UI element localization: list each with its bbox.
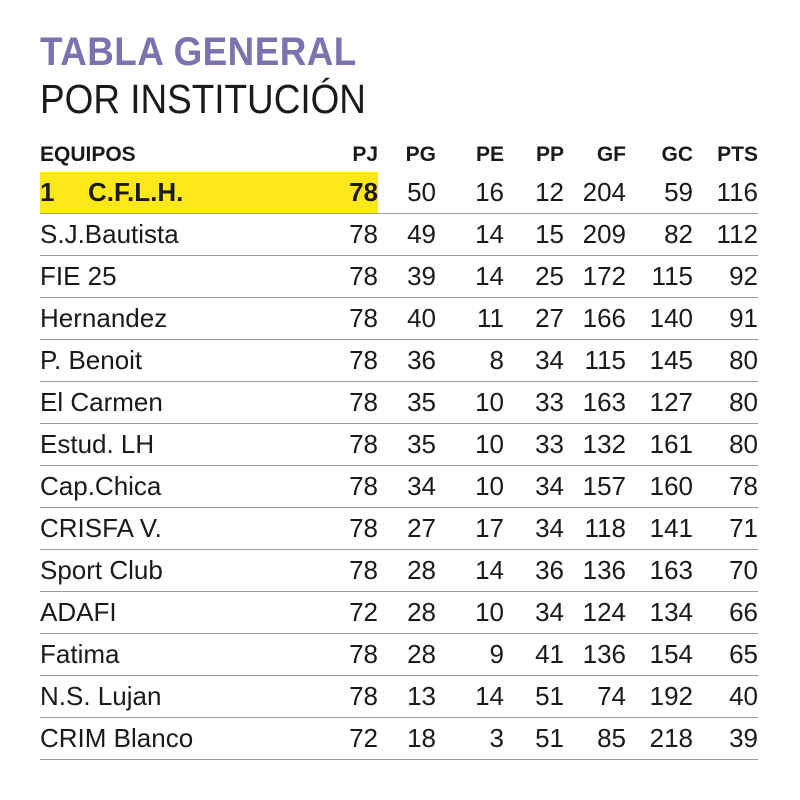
cell-pp: 41 — [504, 634, 564, 676]
cell-team: P. Benoit — [40, 340, 315, 382]
leader-rank: 1 — [40, 177, 55, 207]
cell-team: N.S. Lujan — [40, 676, 315, 718]
cell-pg: 40 — [378, 298, 436, 340]
cell-pts: 80 — [693, 424, 758, 466]
cell-pts: 65 — [693, 634, 758, 676]
cell-gf: 74 — [564, 676, 626, 718]
table-header-row — [40, 138, 758, 172]
table-row — [40, 298, 758, 340]
table-row — [40, 256, 758, 298]
cell-pts: 66 — [693, 592, 758, 634]
cell-pp: 34 — [504, 508, 564, 550]
cell-pe: 17 — [436, 508, 504, 550]
cell-gc: 82 — [626, 214, 693, 256]
leader-row — [40, 172, 758, 214]
leader-team-cell — [40, 172, 315, 214]
standings-table — [40, 138, 758, 760]
cell-pts: 91 — [693, 298, 758, 340]
cell-gc: 115 — [626, 256, 693, 298]
header-gf: GF — [596, 143, 626, 166]
table-row — [40, 382, 758, 424]
table-row — [40, 634, 758, 676]
cell-pp: 34 — [504, 340, 564, 382]
table-row — [40, 424, 758, 466]
cell-team: Hernandez — [40, 298, 315, 340]
cell-pg: 27 — [378, 508, 436, 550]
cell-team: Estud. LH — [40, 424, 315, 466]
cell-pj: 78 — [315, 214, 378, 256]
header-pj: PJ — [352, 143, 378, 166]
cell-pp: 36 — [504, 550, 564, 592]
cell-pe: 10 — [436, 424, 504, 466]
cell-gc: 218 — [626, 718, 693, 760]
cell-pe: 10 — [436, 466, 504, 508]
leader-gf: 204 — [564, 172, 626, 214]
leader-pj: 78 — [315, 172, 378, 214]
page-subtitle: POR INSTITUCIÓN — [40, 76, 366, 122]
cell-gf: 157 — [564, 466, 626, 508]
cell-gc: 154 — [626, 634, 693, 676]
header-pg: PG — [405, 143, 436, 166]
cell-pe: 9 — [436, 634, 504, 676]
cell-gc: 134 — [626, 592, 693, 634]
table-row — [40, 676, 758, 718]
cell-pp: 15 — [504, 214, 564, 256]
cell-pg: 28 — [378, 634, 436, 676]
cell-team: S.J.Bautista — [40, 214, 315, 256]
cell-pg: 35 — [378, 382, 436, 424]
cell-gf: 124 — [564, 592, 626, 634]
cell-team: El Carmen — [40, 382, 315, 424]
cell-pg: 36 — [378, 340, 436, 382]
cell-pts: 39 — [693, 718, 758, 760]
cell-pp: 34 — [504, 592, 564, 634]
cell-pj: 78 — [315, 634, 378, 676]
cell-pts: 70 — [693, 550, 758, 592]
cell-gf: 115 — [564, 340, 626, 382]
cell-pts: 40 — [693, 676, 758, 718]
leader-team-name: C.F.L.H. — [88, 177, 184, 207]
cell-pg: 39 — [378, 256, 436, 298]
cell-pp: 27 — [504, 298, 564, 340]
cell-pp: 51 — [504, 676, 564, 718]
header-pp: PP — [535, 143, 564, 166]
table-row — [40, 466, 758, 508]
cell-pts: 92 — [693, 256, 758, 298]
cell-pe: 14 — [436, 256, 504, 298]
leader-pe: 16 — [436, 172, 504, 214]
cell-pp: 25 — [504, 256, 564, 298]
cell-pe: 3 — [436, 718, 504, 760]
cell-pg: 13 — [378, 676, 436, 718]
cell-pe: 10 — [436, 382, 504, 424]
cell-pts: 71 — [693, 508, 758, 550]
cell-pj: 72 — [315, 592, 378, 634]
cell-gc: 192 — [626, 676, 693, 718]
header-equipos: EQUIPOS — [40, 143, 136, 166]
page-title: TABLA GENERAL — [40, 30, 357, 74]
cell-team: CRISFA V. — [40, 508, 315, 550]
cell-gc: 127 — [626, 382, 693, 424]
cell-gc: 160 — [626, 466, 693, 508]
cell-team: FIE 25 — [40, 256, 315, 298]
cell-pe: 10 — [436, 592, 504, 634]
header-pts: PTS — [717, 143, 758, 166]
table-row — [40, 508, 758, 550]
cell-pg: 49 — [378, 214, 436, 256]
cell-pp: 51 — [504, 718, 564, 760]
cell-pj: 78 — [315, 424, 378, 466]
header-pe: PE — [475, 143, 504, 166]
cell-gf: 172 — [564, 256, 626, 298]
cell-pe: 14 — [436, 550, 504, 592]
cell-pg: 34 — [378, 466, 436, 508]
cell-pj: 72 — [315, 718, 378, 760]
cell-pj: 78 — [315, 676, 378, 718]
cell-pe: 14 — [436, 214, 504, 256]
table-row — [40, 592, 758, 634]
leader-pg: 50 — [378, 172, 436, 214]
cell-gf: 166 — [564, 298, 626, 340]
cell-pp: 33 — [504, 424, 564, 466]
cell-team: ADAFI — [40, 592, 315, 634]
cell-gf: 163 — [564, 382, 626, 424]
cell-pe: 11 — [436, 298, 504, 340]
cell-pj: 78 — [315, 298, 378, 340]
cell-pj: 78 — [315, 466, 378, 508]
cell-pe: 8 — [436, 340, 504, 382]
leader-pp: 12 — [504, 172, 564, 214]
table-row — [40, 340, 758, 382]
cell-gf: 209 — [564, 214, 626, 256]
cell-gc: 141 — [626, 508, 693, 550]
header-gc: GC — [661, 143, 693, 166]
table-row — [40, 214, 758, 256]
cell-pe: 14 — [436, 676, 504, 718]
table-row — [40, 718, 758, 760]
cell-pj: 78 — [315, 340, 378, 382]
cell-team: CRIM Blanco — [40, 718, 315, 760]
cell-pts: 78 — [693, 466, 758, 508]
cell-pj: 78 — [315, 256, 378, 298]
cell-gf: 118 — [564, 508, 626, 550]
cell-pj: 78 — [315, 508, 378, 550]
cell-gc: 140 — [626, 298, 693, 340]
cell-pp: 34 — [504, 466, 564, 508]
cell-pg: 18 — [378, 718, 436, 760]
cell-gf: 132 — [564, 424, 626, 466]
cell-team: Sport Club — [40, 550, 315, 592]
cell-pg: 28 — [378, 550, 436, 592]
leader-gc: 59 — [626, 172, 693, 214]
cell-pj: 78 — [315, 382, 378, 424]
cell-pts: 80 — [693, 382, 758, 424]
cell-gf: 85 — [564, 718, 626, 760]
cell-pts: 80 — [693, 340, 758, 382]
cell-pts: 112 — [693, 214, 758, 256]
table-row — [40, 550, 758, 592]
cell-pp: 33 — [504, 382, 564, 424]
cell-team: Cap.Chica — [40, 466, 315, 508]
cell-gc: 163 — [626, 550, 693, 592]
cell-gc: 161 — [626, 424, 693, 466]
cell-gf: 136 — [564, 550, 626, 592]
cell-pg: 28 — [378, 592, 436, 634]
cell-gf: 136 — [564, 634, 626, 676]
cell-team: Fatima — [40, 634, 315, 676]
leader-pts: 116 — [693, 172, 758, 214]
cell-pg: 35 — [378, 424, 436, 466]
cell-pj: 78 — [315, 550, 378, 592]
cell-gc: 145 — [626, 340, 693, 382]
